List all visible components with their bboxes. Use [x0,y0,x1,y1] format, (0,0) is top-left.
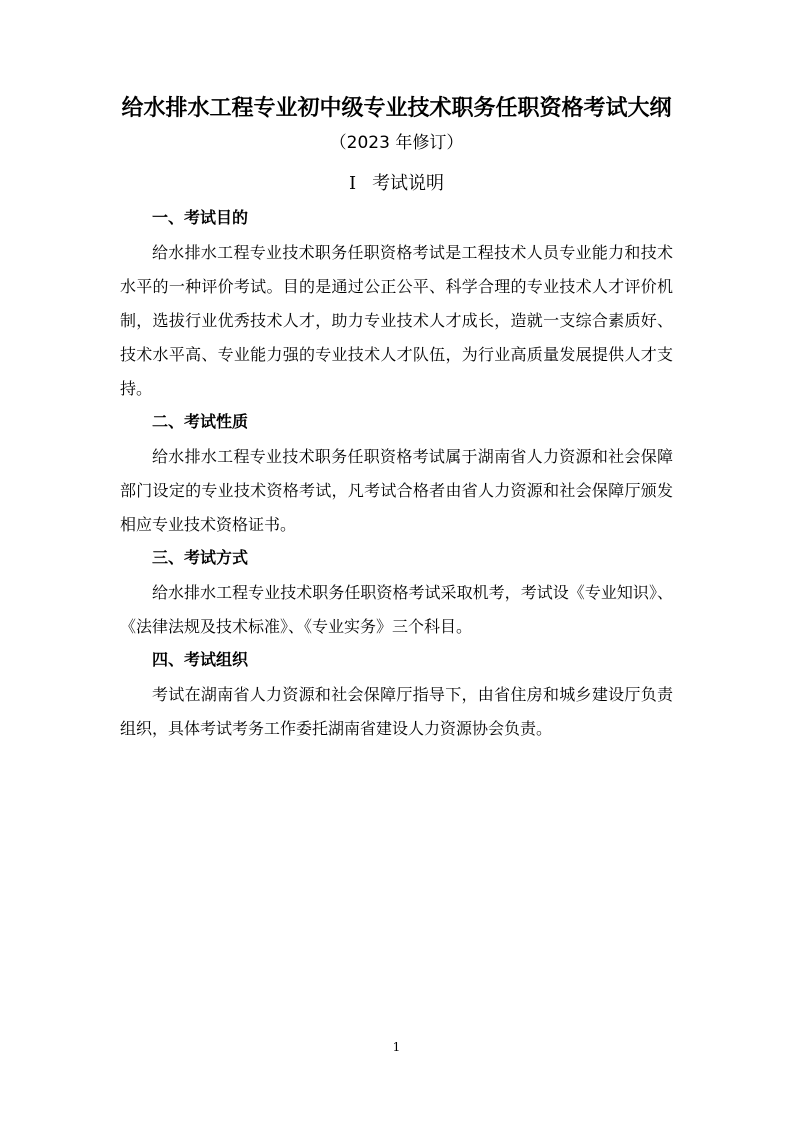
section-organization [120,647,673,746]
section-heading: 一、考试目的 [152,208,249,227]
part-title: 考试说明 [372,173,445,194]
section-heading: 二、考试性质 [152,412,249,431]
section-heading: 三、考试方式 [152,548,249,567]
part-number: Ⅰ [348,173,357,194]
section-paragraph: 给水排水工程专业技术职务任职资格考试采取机考，考试设《专业知识》、《法律法规及技术标准》、《专业实务》三个科目。 [120,583,673,636]
document-body [120,205,673,749]
document-title: 给水排水工程专业初中级专业技术职务任职资格考试大纲 [121,96,672,121]
part-heading [0,170,793,198]
page-number: 1 [392,1040,401,1054]
section-method [120,545,673,644]
section-purpose [120,205,673,406]
document-subtitle: （2023 年修订） [329,133,464,153]
section-nature [120,409,673,542]
section-paragraph: 给水排水工程专业技术职务任职资格考试属于湖南省人力资源和社会保障部门设定的专业技术资格考试，凡考试合格者由省人力资源和社会保障厅颁发相应专业技术资格证书。 [120,447,673,534]
section-paragraph: 考试在湖南省人力资源和社会保障厅指导下，由省住房和城乡建设厅负责组织，具体考试考务工作委托湖南省建设人力资源协会负责。 [120,685,673,738]
section-paragraph: 给水排水工程专业技术职务任职资格考试是工程技术人员专业能力和技术水平的一种评价考试。目的是通过公正公平、科学合理的专业技术人才评价机制，选拔行业优秀技术人才，助力专业技术人才成长，造就一支综合素质好、技术水平高、专业能力强的专业技术人才队伍，为行业高质量发展提供人才支持。 [120,243,673,398]
section-heading: 四、考试组织 [152,650,249,669]
